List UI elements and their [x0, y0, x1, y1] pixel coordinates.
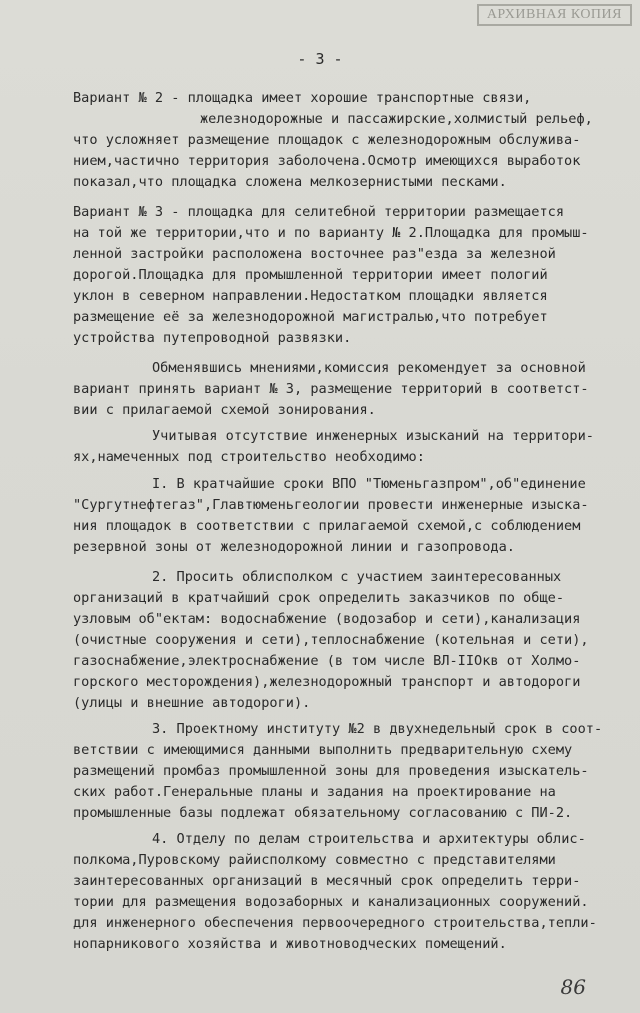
text-line: I. В кратчайшие сроки ВПО "Тюменьгазпром",об"единение — [152, 476, 586, 492]
text-line: горского месторождения),железнодорожный транспорт и автодороги — [73, 674, 581, 690]
text-line: промышленные базы подлежат обязательному согласованию с ПИ-2. — [73, 805, 573, 821]
text-line: вариант принять вариант № 3, размещение территорий в соответст- — [73, 381, 589, 397]
text-line: размещений промбаз промышленной зоны для проведения изыскатель- — [73, 763, 589, 779]
text-line: (улицы и внешние автодороги). — [73, 695, 311, 711]
text-line: 2. Просить облисполком с участием заинтересованных — [152, 569, 562, 585]
text-line: показал,что площадка сложена мелкозернистыми песками. — [73, 174, 507, 190]
handwritten-page-number: 86 — [560, 975, 586, 999]
text-line: организаций в кратчайший срок определить заказчиков по обще- — [73, 590, 565, 606]
text-line: нопарникового хозяйства и животноводческих помещений. — [73, 936, 507, 952]
text-line: Обменявшись мнениями,комиссия рекомендует за основной — [152, 360, 586, 376]
text-line: полкома,Пуровскому райисполкому совместно с представителями — [73, 852, 556, 868]
text-line: ветствии с имеющимися данными выполнить предварительную схему — [73, 742, 573, 758]
text-line: резервной зоны от железнодорожной линии и газопровода. — [73, 539, 515, 555]
text-line: что усложняет размещение площадок с железнодорожным обслужива- — [73, 132, 581, 148]
text-line: газоснабжение,электроснабжение (в том числе ВЛ-IIОкв от Холмо- — [73, 653, 581, 669]
text-line: железнодорожные и пассажирские,холмистый рельеф, — [200, 111, 593, 127]
text-line: "Сургутнефтегаз",Главтюменьгеологии провести инженерные изыска- — [73, 497, 589, 513]
text-line: 4. Отделу по делам строительства и архитектуры облис- — [152, 831, 586, 847]
text-line: узловым об"ектам: водоснабжение (водозабор и сети),канализация — [73, 611, 581, 627]
text-line: ленной застройки расположена восточнее раз"езда за железной — [73, 246, 556, 262]
text-line: на той же территории,что и по варианту № 2.Площадка для промыш- — [73, 225, 589, 241]
text-line: Вариант № 2 - площадка имеет хорошие транспортные связи, — [73, 90, 532, 106]
text-line: Учитывая отсутствие инженерных изысканий на территори- — [152, 428, 594, 444]
text-line: (очистные сооружения и сети),теплоснабжение (котельная и сети), — [73, 632, 589, 648]
page-number: - 3 - — [297, 50, 343, 68]
text-line: тории для размещения водозаборных и канализационных сооружений. — [73, 894, 589, 910]
text-line: размещение её за железнодорожной магистралью,что потребует — [73, 309, 548, 325]
text-line: нием,частично территория заболочена.Осмотр имеющихся выработок — [73, 153, 581, 169]
text-line: заинтересованных организаций в месячный срок определить терри- — [73, 873, 581, 889]
text-line: вии с прилагаемой схемой зонирования. — [73, 402, 376, 418]
text-line: уклон в северном направлении.Недостатком площадки является — [73, 288, 548, 304]
text-line: ских работ.Генеральные планы и задания на проектирование на — [73, 784, 556, 800]
text-line: устройства путепроводной развязки. — [73, 330, 352, 346]
text-line: ях,намеченных под строительство необходимо: — [73, 449, 425, 465]
text-line: ния площадок в соответствии с прилагаемой схемой,с соблюдением — [73, 518, 581, 534]
text-line: 3. Проектному институту №2 в двухнедельный срок в соот- — [152, 721, 603, 737]
text-line: Вариант № 3 - площадка для селитебной территории размещается — [73, 204, 565, 220]
archive-copy-stamp: АРХИВНАЯ КОПИЯ — [477, 4, 632, 26]
text-line: для инженерного обеспечения первоочередного строительства,тепли- — [73, 915, 597, 931]
text-line: дорогой.Площадка для промышленной территории имеет пологий — [73, 267, 548, 283]
